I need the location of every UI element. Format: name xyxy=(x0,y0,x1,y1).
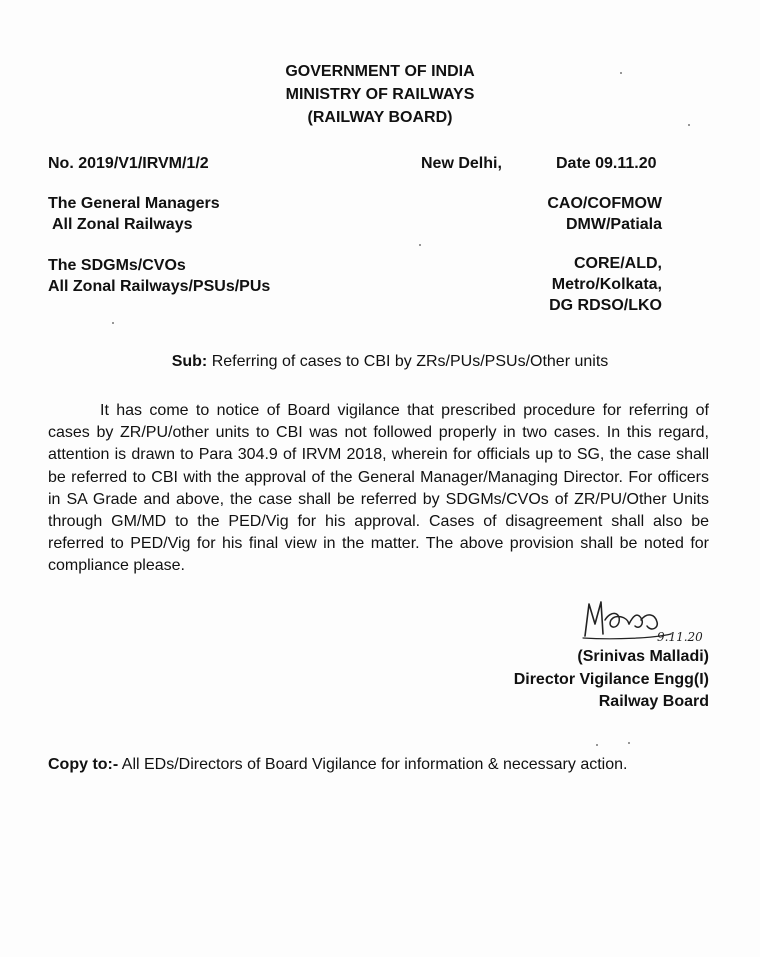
subject-line xyxy=(0,353,760,371)
issue-place: New Delhi, xyxy=(421,155,502,172)
addressee-line: DMW/Patiala xyxy=(565,216,662,233)
scan-speck xyxy=(596,744,598,746)
addressee-line: The General Managers xyxy=(48,195,220,212)
signatory-name: (Srinivas Malladi) xyxy=(577,648,709,665)
signature-date: 9.11.20 xyxy=(657,630,703,644)
signatory-designation: Director Vigilance Engg(I) xyxy=(513,670,709,688)
copy-to-label: Copy to:- xyxy=(48,756,119,773)
letterhead-ministry: MINISTRY OF RAILWAYS xyxy=(285,86,475,103)
subject-label: Sub: xyxy=(171,353,208,370)
addressee-line: CAO/COFMOW xyxy=(547,195,662,212)
addressee-core-metro-rdso xyxy=(549,253,662,316)
letterhead-government: GOVERNMENT OF INDIA xyxy=(285,63,475,80)
addressee-general-managers xyxy=(48,193,220,235)
copy-to-text: All EDs/Directors of Board Vigilance for information & necessary action. xyxy=(118,756,628,773)
copy-to-line xyxy=(48,756,627,774)
handwritten-signature xyxy=(575,598,735,648)
addressee-line: DG RDSO/LKO xyxy=(549,297,662,314)
scan-speck xyxy=(628,742,630,744)
addressee-cofmow-dmw xyxy=(547,193,662,235)
reference-number: No. 2019/V1/IRVM/1/2 xyxy=(48,155,209,172)
scan-speck xyxy=(620,72,622,74)
addressee-line: All Zonal Railways/PSUs/PUs xyxy=(48,278,271,295)
scan-speck xyxy=(419,244,421,246)
scan-speck xyxy=(112,322,114,324)
addressee-line: CORE/ALD, xyxy=(574,255,662,272)
signatory-block xyxy=(514,646,709,714)
body-paragraph: It has come to notice of Board vigilance that prescribed procedure for referring of cases by ZR/PU/other units to CBI was not followed properly in two cases. In this regard, attention is drawn to Para 304.9 of IRVM 2018, wherein for officials up to SG, the case shall be referred to CBI with the approval of the General Manager/Managing Director. For officers in SA Grade and above, the case shall be referred by SDGMs/CVOs of ZR/PU/Other Units through GM/MD to the PED/Vig for his approval. Cases of disagreement shall also be referred to PED/Vig for his final view in the matter. The above provision shall be noted for compliance please. xyxy=(48,402,709,575)
signatory-office: Railway Board xyxy=(598,693,709,710)
letterhead-board: (RAILWAY BOARD) xyxy=(307,109,453,126)
letterhead xyxy=(0,60,760,129)
addressee-line: Metro/Kolkata, xyxy=(551,276,662,293)
subject-text: Referring of cases to CBI by ZRs/PUs/PSUs/Other units xyxy=(207,353,609,370)
addressee-line: All Zonal Railways xyxy=(52,216,193,233)
scan-speck xyxy=(688,124,690,126)
addressee-sdgms-cvos xyxy=(48,255,270,297)
addressee-line: The SDGMs/CVOs xyxy=(48,257,186,274)
issue-date: Date 09.11.20 xyxy=(556,155,657,172)
